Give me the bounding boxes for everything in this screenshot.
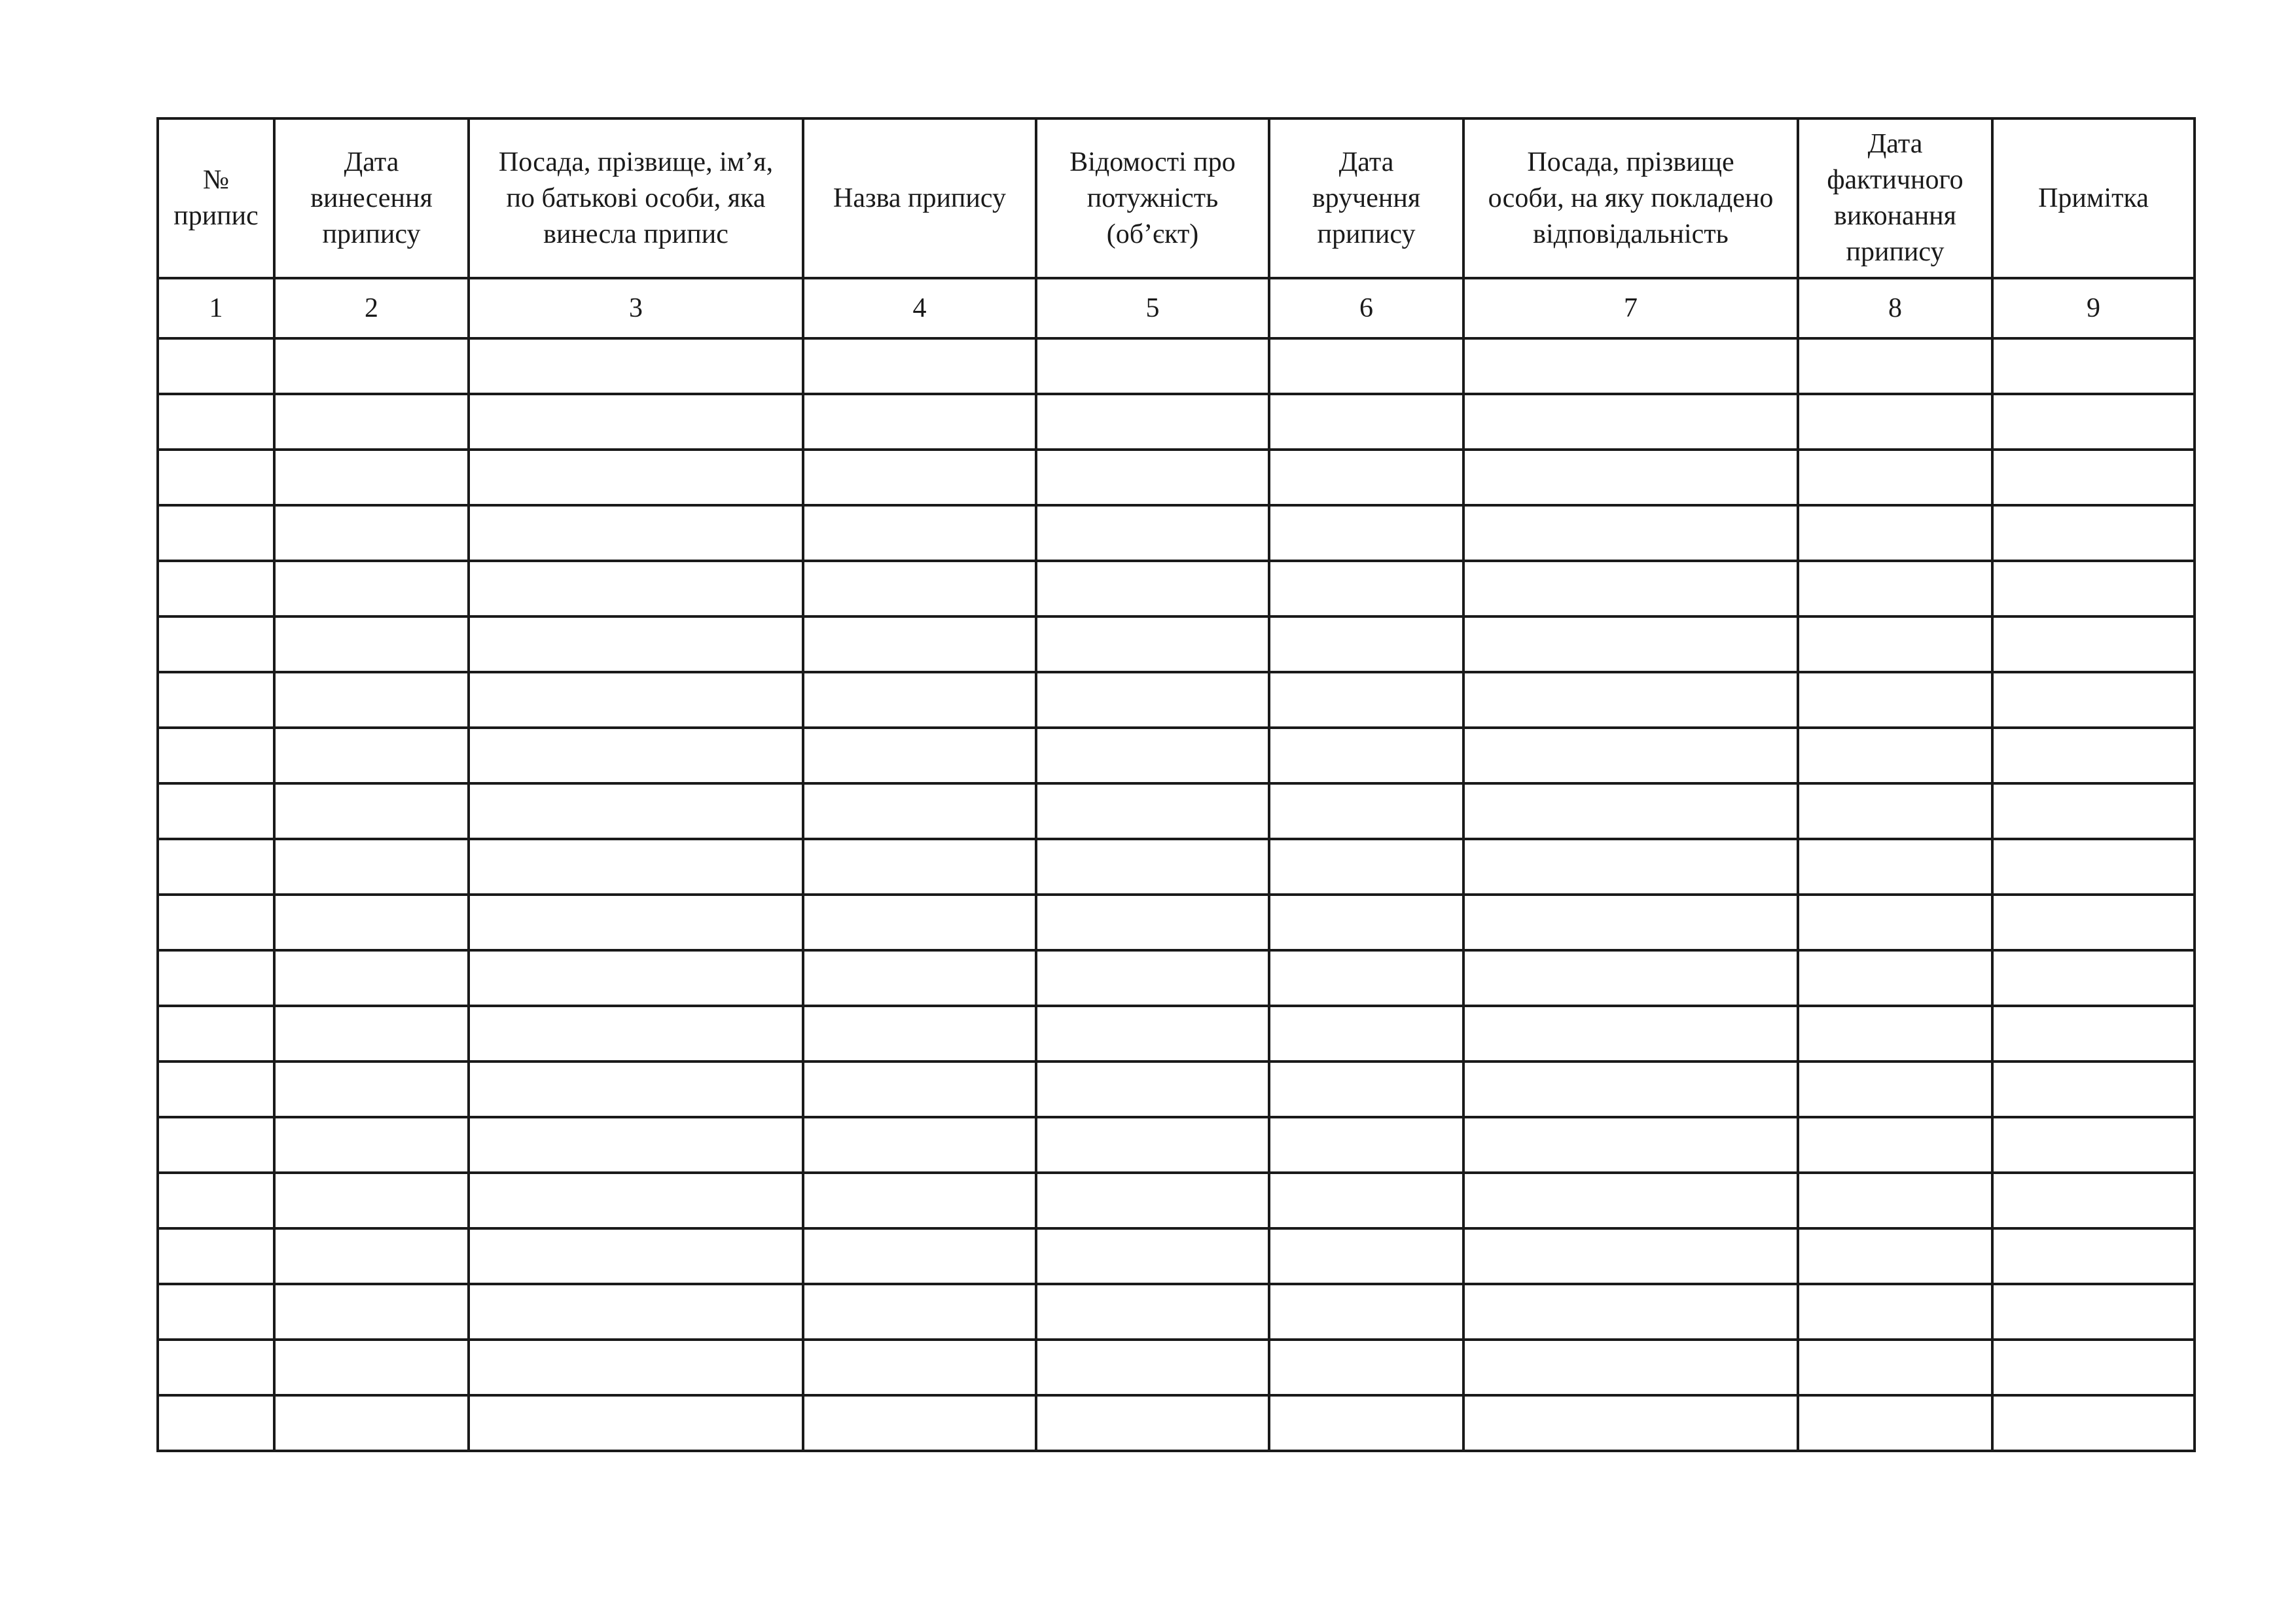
table-cell — [1798, 616, 1992, 672]
table-cell — [1036, 1061, 1269, 1117]
table-cell — [1463, 895, 1798, 950]
table-cell — [803, 1061, 1036, 1117]
table-cell — [1036, 450, 1269, 505]
table-cell — [1269, 616, 1463, 672]
table-cell — [1992, 505, 2195, 561]
table-cell — [1992, 616, 2195, 672]
table-cell — [274, 1228, 469, 1284]
table-cell — [469, 839, 803, 895]
table-cell — [274, 728, 469, 783]
table-cell — [469, 895, 803, 950]
table-cell — [1036, 1117, 1269, 1173]
table-cell — [1463, 1284, 1798, 1340]
table-cell — [1463, 394, 1798, 450]
table-row — [158, 1117, 2195, 1173]
table-cell — [1269, 1006, 1463, 1061]
table-cell — [158, 1395, 274, 1451]
table-cell — [1798, 1117, 1992, 1173]
table-cell — [1269, 728, 1463, 783]
table-cell — [469, 1395, 803, 1451]
table-cell — [1798, 1006, 1992, 1061]
table-cell — [803, 728, 1036, 783]
table-cell — [274, 616, 469, 672]
table-cell — [1036, 672, 1269, 728]
table-cell — [1036, 1284, 1269, 1340]
table-cell — [803, 561, 1036, 616]
table-cell — [1036, 783, 1269, 839]
table-cell — [1992, 672, 2195, 728]
table-cell — [469, 672, 803, 728]
header-responsible-person: Посада, прізвище особи, на яку покладено відповідальність — [1463, 118, 1798, 278]
table-row — [158, 338, 2195, 394]
table-row — [158, 561, 2195, 616]
table-cell — [158, 1284, 274, 1340]
table-cell — [1269, 1284, 1463, 1340]
table-cell — [1463, 1061, 1798, 1117]
table-body — [158, 338, 2195, 1451]
prescription-register-table — [156, 117, 2196, 1452]
table-cell — [1463, 1173, 1798, 1228]
table-cell — [1269, 1173, 1463, 1228]
table-cell — [158, 450, 274, 505]
table-cell — [274, 950, 469, 1006]
table-cell — [803, 1173, 1036, 1228]
table-cell — [1992, 561, 2195, 616]
header-prescription-name: Назва припису — [803, 118, 1036, 278]
table-cell — [1463, 950, 1798, 1006]
table-cell — [158, 394, 274, 450]
table-cell — [1269, 839, 1463, 895]
table-cell — [803, 505, 1036, 561]
table-cell — [1992, 338, 2195, 394]
table-cell — [274, 672, 469, 728]
table-cell — [274, 1006, 469, 1061]
table-cell — [1798, 450, 1992, 505]
table-cell — [1992, 728, 2195, 783]
table-cell — [274, 783, 469, 839]
header-issuer: Посада, прізвище, ім’я, по батькові особи, яка винесла припис — [469, 118, 803, 278]
table-cell — [1036, 1395, 1269, 1451]
table-cell — [1992, 1228, 2195, 1284]
header-issue-date: Дата винесення припису — [274, 118, 469, 278]
table-cell — [1463, 450, 1798, 505]
table-cell — [158, 1117, 274, 1173]
table-cell — [1036, 895, 1269, 950]
column-number: 4 — [803, 278, 1036, 338]
table-cell — [469, 1117, 803, 1173]
table-cell — [1269, 1340, 1463, 1395]
table-cell — [1798, 1228, 1992, 1284]
table-cell — [158, 1173, 274, 1228]
table-cell — [274, 1340, 469, 1395]
table-cell — [469, 616, 803, 672]
table-cell — [803, 1006, 1036, 1061]
table-cell — [1036, 505, 1269, 561]
table-cell — [1269, 672, 1463, 728]
table-cell — [158, 728, 274, 783]
table-cell — [1463, 338, 1798, 394]
table-cell — [158, 505, 274, 561]
table-cell — [1798, 338, 1992, 394]
table-cell — [803, 1117, 1036, 1173]
table-cell — [1036, 1006, 1269, 1061]
table-cell — [1992, 1173, 2195, 1228]
table-cell — [274, 561, 469, 616]
table-cell — [1798, 1340, 1992, 1395]
table-cell — [158, 839, 274, 895]
table-cell — [1992, 783, 2195, 839]
table-cell — [803, 839, 1036, 895]
table-cell — [1992, 895, 2195, 950]
table-row — [158, 783, 2195, 839]
table-cell — [1992, 1284, 2195, 1340]
table-cell — [274, 394, 469, 450]
column-number: 1 — [158, 278, 274, 338]
table-cell — [1992, 950, 2195, 1006]
table-cell — [274, 338, 469, 394]
table-cell — [158, 616, 274, 672]
table-cell — [1036, 338, 1269, 394]
table-cell — [158, 561, 274, 616]
table-row — [158, 616, 2195, 672]
table-row — [158, 950, 2195, 1006]
table-cell — [158, 1228, 274, 1284]
table-cell — [274, 1117, 469, 1173]
table-cell — [1463, 839, 1798, 895]
table-cell — [1798, 1284, 1992, 1340]
table-cell — [1798, 1173, 1992, 1228]
header-delivery-date: Дата вручення припису — [1269, 118, 1463, 278]
table-cell — [1463, 505, 1798, 561]
table-cell — [1992, 1117, 2195, 1173]
header-facility-info: Відомості про потужність (об’єкт) — [1036, 118, 1269, 278]
table-cell — [1463, 728, 1798, 783]
column-number: 7 — [1463, 278, 1798, 338]
table-cell — [274, 1284, 469, 1340]
table-cell — [1798, 839, 1992, 895]
table-cell — [1269, 1117, 1463, 1173]
table-cell — [803, 783, 1036, 839]
table-cell — [469, 561, 803, 616]
table-cell — [469, 1006, 803, 1061]
table-cell — [1036, 394, 1269, 450]
table-cell — [469, 950, 803, 1006]
table-cell — [1463, 561, 1798, 616]
table-row — [158, 505, 2195, 561]
table-row — [158, 1228, 2195, 1284]
column-number: 9 — [1992, 278, 2195, 338]
table-cell — [803, 616, 1036, 672]
table-cell — [803, 1284, 1036, 1340]
table-cell — [274, 1173, 469, 1228]
table-cell — [1463, 783, 1798, 839]
table-cell — [1992, 394, 2195, 450]
table-cell — [803, 895, 1036, 950]
table-cell — [1463, 672, 1798, 728]
table-cell — [1463, 1340, 1798, 1395]
column-number: 6 — [1269, 278, 1463, 338]
table-cell — [1269, 1395, 1463, 1451]
table-cell — [158, 783, 274, 839]
table-cell — [469, 1061, 803, 1117]
table-cell — [1992, 839, 2195, 895]
table-cell — [469, 394, 803, 450]
table-cell — [1463, 616, 1798, 672]
table-cell — [274, 1395, 469, 1451]
table-cell — [469, 1228, 803, 1284]
table-cell — [803, 1340, 1036, 1395]
column-number: 8 — [1798, 278, 1992, 338]
table-cell — [1269, 895, 1463, 950]
table-cell — [469, 783, 803, 839]
table-cell — [1036, 1173, 1269, 1228]
table-cell — [158, 338, 274, 394]
table-cell — [469, 728, 803, 783]
table-row — [158, 728, 2195, 783]
table-cell — [1798, 505, 1992, 561]
table-cell — [1036, 839, 1269, 895]
table-cell — [1992, 1061, 2195, 1117]
table-cell — [1798, 950, 1992, 1006]
table-cell — [469, 450, 803, 505]
table-cell — [1036, 1340, 1269, 1395]
table-row — [158, 1061, 2195, 1117]
column-number: 5 — [1036, 278, 1269, 338]
table-cell — [1269, 1061, 1463, 1117]
table-cell — [469, 338, 803, 394]
table-cell — [1798, 1395, 1992, 1451]
table-row — [158, 1340, 2195, 1395]
table-cell — [274, 450, 469, 505]
table-cell — [1269, 338, 1463, 394]
table-cell — [1036, 616, 1269, 672]
table-cell — [1036, 1228, 1269, 1284]
table-cell — [1798, 394, 1992, 450]
column-number-row — [158, 278, 2195, 338]
table-cell — [1992, 1395, 2195, 1451]
table-cell — [1269, 1228, 1463, 1284]
table-cell — [274, 839, 469, 895]
table-cell — [1269, 505, 1463, 561]
table-cell — [803, 1228, 1036, 1284]
table-cell — [1992, 1340, 2195, 1395]
table-cell — [803, 450, 1036, 505]
header-actual-completion-date: Дата фактичного виконання припису — [1798, 118, 1992, 278]
table-row — [158, 394, 2195, 450]
table-cell — [803, 338, 1036, 394]
table-cell — [158, 1061, 274, 1117]
table-cell — [274, 895, 469, 950]
table-row — [158, 450, 2195, 505]
header-prescription-number: № припис — [158, 118, 274, 278]
table-row — [158, 839, 2195, 895]
table-cell — [1269, 950, 1463, 1006]
table-row — [158, 895, 2195, 950]
table-cell — [1798, 895, 1992, 950]
table-cell — [803, 1395, 1036, 1451]
table-cell — [1463, 1117, 1798, 1173]
table-cell — [158, 950, 274, 1006]
table-cell — [1269, 783, 1463, 839]
table-cell — [1463, 1006, 1798, 1061]
table-cell — [469, 505, 803, 561]
table-cell — [1269, 450, 1463, 505]
table-cell — [1463, 1228, 1798, 1284]
table-cell — [803, 394, 1036, 450]
table-row — [158, 1006, 2195, 1061]
table-header-row — [158, 118, 2195, 278]
table-cell — [469, 1284, 803, 1340]
table-cell — [1036, 950, 1269, 1006]
table-cell — [469, 1173, 803, 1228]
table-cell — [803, 950, 1036, 1006]
table-row — [158, 1395, 2195, 1451]
table-row — [158, 672, 2195, 728]
table-cell — [469, 1340, 803, 1395]
table-cell — [1463, 1395, 1798, 1451]
table-cell — [803, 672, 1036, 728]
column-number: 3 — [469, 278, 803, 338]
table-row — [158, 1284, 2195, 1340]
table-cell — [1992, 1006, 2195, 1061]
table-cell — [274, 505, 469, 561]
table-cell — [1036, 561, 1269, 616]
table-row — [158, 1173, 2195, 1228]
table-cell — [1269, 394, 1463, 450]
table-cell — [1992, 450, 2195, 505]
table-cell — [158, 895, 274, 950]
table-cell — [1798, 783, 1992, 839]
table-cell — [274, 1061, 469, 1117]
table-cell — [1269, 561, 1463, 616]
table-cell — [1036, 728, 1269, 783]
table-cell — [1798, 561, 1992, 616]
table-cell — [158, 1006, 274, 1061]
table-cell — [158, 1340, 274, 1395]
table-cell — [158, 672, 274, 728]
header-note: Примітка — [1992, 118, 2195, 278]
table-cell — [1798, 1061, 1992, 1117]
column-number: 2 — [274, 278, 469, 338]
table-cell — [1798, 672, 1992, 728]
table-cell — [1798, 728, 1992, 783]
